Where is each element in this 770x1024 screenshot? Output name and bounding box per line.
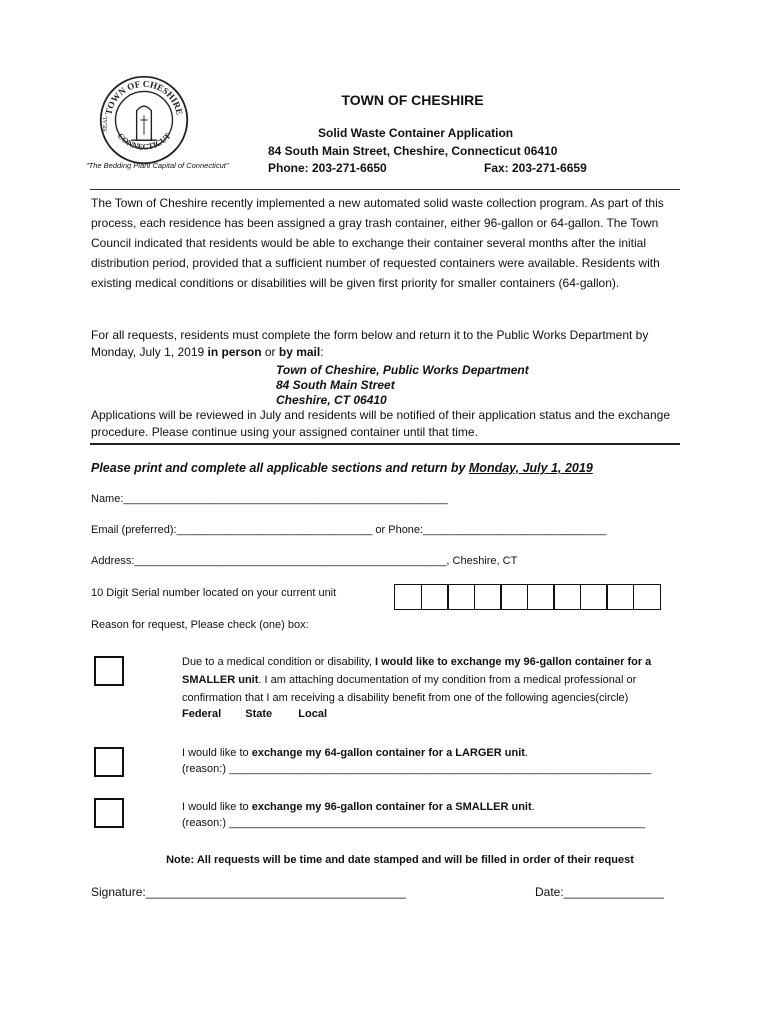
serial-number-boxes[interactable] [394, 584, 659, 610]
town-address: 84 South Main Street, Cheshire, Connecticut 06410 [268, 144, 558, 158]
option-medical-text: Due to a medical condition or disability, I would like to exchange my 96-gallon container for a SMALLER unit. I am attaching documentation of my condition from a medical professional or confirmation that I am receiving a disability benefit from one of the following agencies(circle) [182, 656, 652, 704]
option-larger-text: I would like to exchange my 64-gallon container for a LARGER unit. [182, 747, 528, 759]
mail-line-1: Town of Cheshire, Public Works Department [276, 363, 529, 377]
smaller-exchange-checkbox[interactable] [94, 798, 124, 828]
serial-digit-box[interactable] [553, 584, 581, 610]
seal-text-top: TOWN OF CHESHIRE [103, 78, 185, 116]
town-seal-logo [98, 74, 190, 166]
reason-label: Reason for request, Please check (one) box: [91, 619, 309, 631]
form-instruction: Please print and complete all applicable sections and return by Monday, July 1, 2019 [91, 461, 593, 475]
name-field[interactable]: Name:_____________________________________________________ [91, 493, 448, 505]
mail-line-3: Cheshire, CT 06410 [276, 393, 387, 407]
header-divider [90, 189, 680, 190]
serial-digit-box[interactable] [606, 584, 634, 610]
date-field[interactable]: Date:_______________ [535, 885, 664, 899]
intro-paragraph: The Town of Cheshire recently implemented a new automated solid waste collection program. As part of this process, each residence has been assigned a gray trash container, either 96-gallon or 64-gallon. The Town Council indicated that residents would be able to exchange their container several months after the initial distribution period, provided that a sufficient number of requested containers were available. Residents with existing medical conditions or disabilities will be given first priority for smaller containers (64-gallon). [91, 196, 664, 290]
email-phone-field[interactable]: Email (preferred):________________________________ or Phone:______________________________ [91, 524, 607, 536]
larger-reason-field[interactable]: (reason:) _____________________________________________________________________ [182, 763, 652, 775]
serial-digit-box[interactable] [421, 584, 449, 610]
serial-digit-box[interactable] [474, 584, 502, 610]
serial-digit-box[interactable] [527, 584, 555, 610]
address-field[interactable]: Address:___________________________________________________, Cheshire, CT [91, 555, 518, 567]
tagline: "The Bedding Plant Capital of Connecticut" [86, 161, 229, 170]
town-title: TOWN OF CHESHIRE [341, 92, 484, 108]
serial-digit-box[interactable] [447, 584, 475, 610]
form-title: Solid Waste Container Application [318, 126, 514, 140]
review-paragraph: Applications will be reviewed in July and residents will be notified of their application status and the exchange procedure. Please continue using your assigned container until that time. [91, 408, 671, 439]
mail-line-2: 84 South Main Street [276, 378, 395, 392]
serial-digit-box[interactable] [580, 584, 608, 610]
seal-text-bottom: CONNECTICUT [115, 131, 173, 152]
agency-local[interactable]: Local [298, 708, 328, 720]
medical-exchange-checkbox[interactable] [94, 656, 124, 686]
requests-paragraph: For all requests, residents must complete the form below and return it to the Public Works Department by Monday, July 1, 2019 in person or by mail: [91, 328, 649, 359]
signature-field[interactable]: Signature:_______________________________________ [91, 885, 406, 899]
phone: Phone: 203-271-6650 [268, 161, 387, 175]
agency-state[interactable]: State [245, 708, 273, 720]
serial-digit-box[interactable] [500, 584, 528, 610]
fax: Fax: 203-271-6659 [484, 161, 587, 175]
option-smaller-text: I would like to exchange my 96-gallon container for a SMALLER unit. [182, 801, 535, 813]
section-divider [90, 443, 680, 445]
larger-exchange-checkbox[interactable] [94, 747, 124, 777]
request-note: Note: All requests will be time and date stamped and will be filled in order of their request [166, 854, 634, 866]
agency-federal[interactable]: Federal [182, 708, 222, 720]
seal-text-left: SEAL [102, 115, 110, 132]
smaller-reason-field[interactable]: (reason:) ____________________________________________________________________ [182, 817, 646, 829]
mailing-address [276, 363, 529, 408]
serial-label: 10 Digit Serial number located on your current unit [91, 587, 337, 599]
serial-digit-box[interactable] [633, 584, 661, 610]
agency-options [182, 708, 327, 720]
serial-digit-box[interactable] [394, 584, 422, 610]
